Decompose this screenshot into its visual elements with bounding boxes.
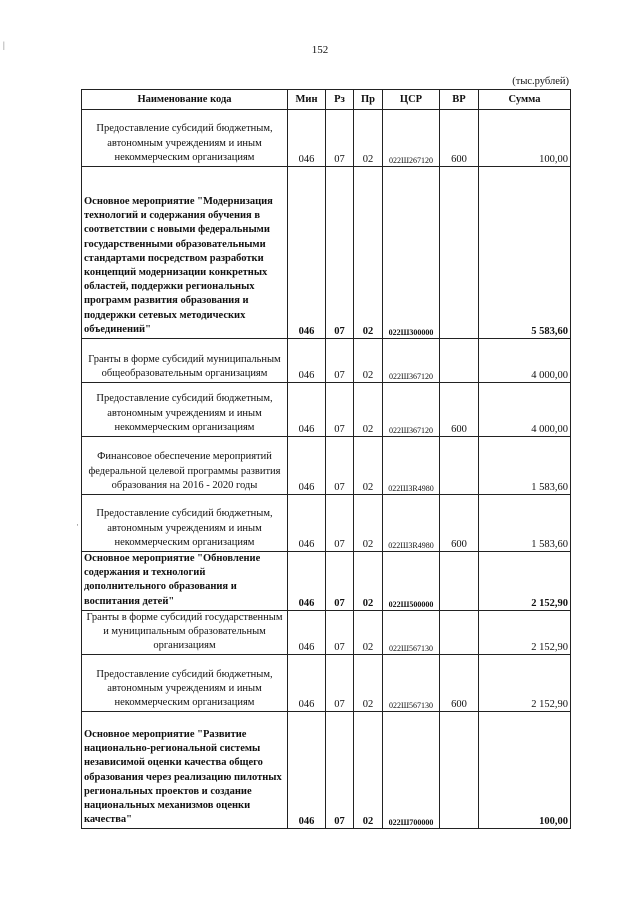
table-row [82,167,571,339]
row-name: Гранты в форме субсидий государственным и муниципальным образовательным организациям [82,610,288,655]
row-pr: 02 [354,712,383,829]
row-vr [440,552,479,611]
row-name: Предоставление субсидий бюджетным, автономным учреждениям и иным некоммерческим организациям [82,383,288,437]
row-min: 046 [288,383,326,437]
row-vr: 600 [440,495,479,552]
row-rz: 07 [326,339,354,383]
row-vr [440,339,479,383]
row-min: 046 [288,655,326,712]
header-min: Мин [288,90,326,110]
budget-table [81,89,571,829]
header-csr: ЦСР [383,90,440,110]
row-name: Основное мероприятие "Обновление содержания и технологий дополнительного образования и воспитания детей" [82,552,288,611]
scan-mark: · [76,520,79,530]
row-name: Финансовое обеспечение мероприятий федеральной целевой программы развития образования на 2016 - 2020 годы [82,437,288,495]
row-name: Предоставление субсидий бюджетным, автономным учреждениям и иным некоммерческим организациям [82,110,288,167]
row-pr: 02 [354,339,383,383]
row-pr: 02 [354,552,383,611]
row-csr: 022Ш267120 [383,110,440,167]
table-row [82,655,571,712]
row-pr: 02 [354,383,383,437]
row-vr [440,610,479,655]
row-csr: 022Ш300000 [383,167,440,339]
row-csr: 022Ш700000 [383,712,440,829]
scan-mark: | [3,40,5,50]
row-csr: 022Ш3R4980 [383,495,440,552]
table-row [82,712,571,829]
row-rz: 07 [326,552,354,611]
table-row [82,552,571,611]
row-rz: 07 [326,437,354,495]
row-vr [440,712,479,829]
row-sum: 4 000,00 [479,383,571,437]
row-min: 046 [288,437,326,495]
row-vr: 600 [440,383,479,437]
row-sum: 100,00 [479,110,571,167]
row-rz: 07 [326,383,354,437]
row-csr: 022Ш567130 [383,610,440,655]
row-vr: 600 [440,110,479,167]
row-sum: 1 583,60 [479,437,571,495]
row-sum: 1 583,60 [479,495,571,552]
row-vr [440,437,479,495]
row-pr: 02 [354,437,383,495]
row-min: 046 [288,610,326,655]
row-pr: 02 [354,110,383,167]
row-csr: 022Ш367120 [383,383,440,437]
row-sum: 2 152,90 [479,610,571,655]
row-min: 046 [288,339,326,383]
table-row [82,437,571,495]
row-name: Предоставление субсидий бюджетным, автономным учреждениям и иным некоммерческим организациям [82,655,288,712]
row-min: 046 [288,712,326,829]
row-csr: 022Ш500000 [383,552,440,611]
row-rz: 07 [326,495,354,552]
page-number: 152 [311,44,329,56]
row-rz: 07 [326,110,354,167]
row-name: Основное мероприятие "Развитие национально-региональной системы независимой оценки качества общего образования через реализацию пилотных региональных проектов и создание национальных механизмов оценки качества" [82,712,288,829]
header-sum: Сумма [479,90,571,110]
row-sum: 100,00 [479,712,571,829]
row-sum: 2 152,90 [479,552,571,611]
row-rz: 07 [326,655,354,712]
row-vr: 600 [440,655,479,712]
header-rz: Рз [326,90,354,110]
row-sum: 4 000,00 [479,339,571,383]
row-pr: 02 [354,495,383,552]
row-min: 046 [288,495,326,552]
table-row [82,610,571,655]
table-row [82,339,571,383]
row-sum: 5 583,60 [479,167,571,339]
row-pr: 02 [354,655,383,712]
row-pr: 02 [354,610,383,655]
row-csr: 022Ш3R4980 [383,437,440,495]
header-name: Наименование кода [82,90,288,110]
table-row [82,495,571,552]
row-vr [440,167,479,339]
row-name: Основное мероприятие "Модернизация технологий и содержания обучения в соответствии с новыми федеральными государственными образовательными стандартами посредством разработки концепций модернизации конкретных областей, поддержки региональных программ развития образования и поддержки сетевых методических объединений" [82,167,288,339]
row-csr: 022Ш367120 [383,339,440,383]
row-rz: 07 [326,610,354,655]
units-label: (тыс.рублей) [512,76,569,87]
row-rz: 07 [326,167,354,339]
row-sum: 2 152,90 [479,655,571,712]
table-row [82,110,571,167]
row-name: Предоставление субсидий бюджетным, автономным учреждениям и иным некоммерческим организациям [82,495,288,552]
header-pr: Пр [354,90,383,110]
row-min: 046 [288,110,326,167]
table-row [82,383,571,437]
row-pr: 02 [354,167,383,339]
table-header-row [82,90,571,110]
row-rz: 07 [326,712,354,829]
header-vr: ВР [440,90,479,110]
row-min: 046 [288,552,326,611]
row-name: Гранты в форме субсидий муниципальным общеобразовательным организациям [82,339,288,383]
row-csr: 022Ш567130 [383,655,440,712]
row-min: 046 [288,167,326,339]
